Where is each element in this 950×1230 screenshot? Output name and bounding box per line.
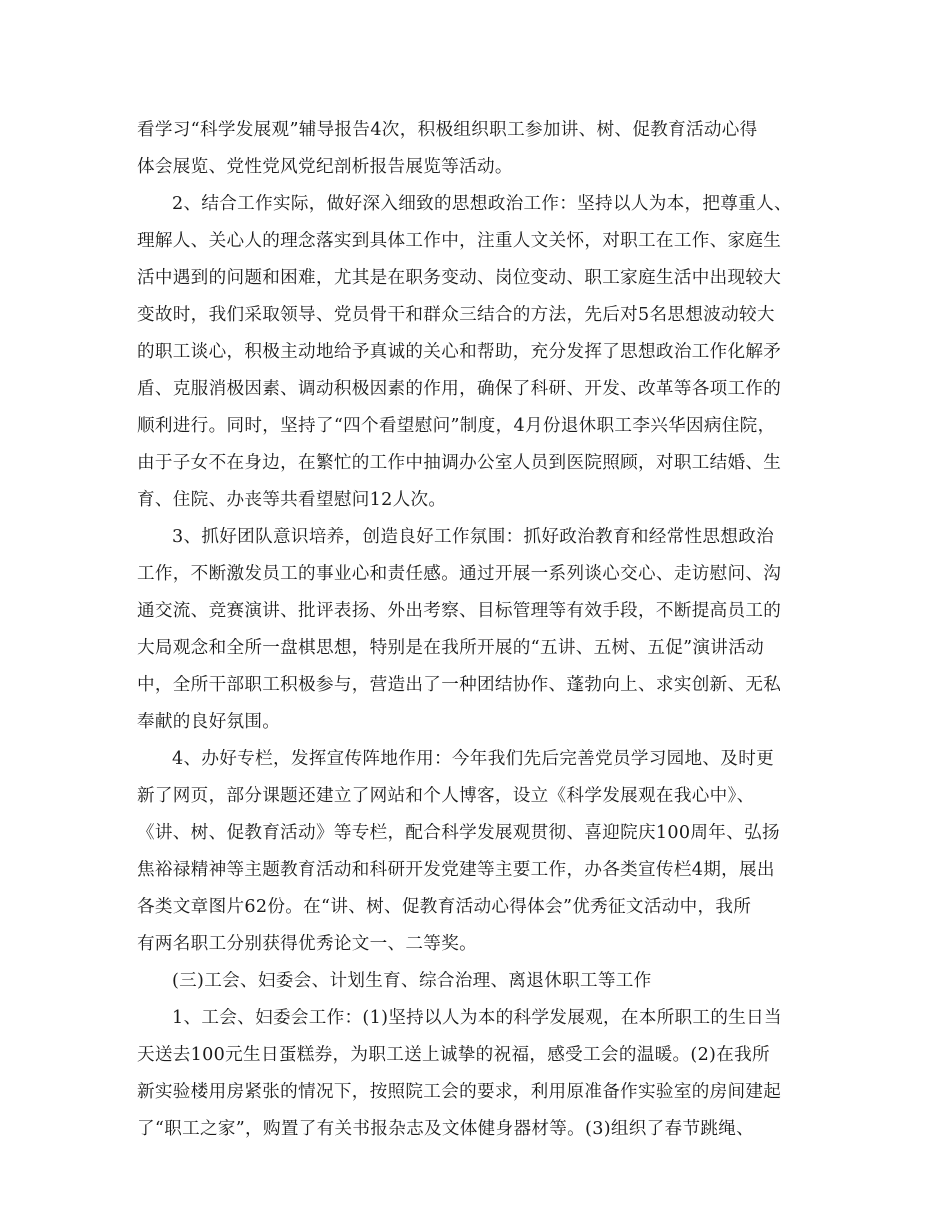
text-line: 通交流、竞赛演讲、批评表扬、外出考察、目标管理等有效手段，不断提高员工的 (137, 601, 782, 621)
text-line: 1、工会、妇委会工作：(1)坚持以人为本的科学发展观，在本所职工的生日当 (172, 1008, 782, 1028)
text-line: 盾、克服消极因素、调动积极因素的作用，确保了科研、开发、改革等各项工作的 (137, 379, 782, 399)
text-line: 中，全所干部职工积极参与，营造出了一种团结协作、蓬勃向上、求实创新、无私 (137, 675, 782, 695)
text-line: 的职工谈心，积极主动地给予真诚的关心和帮助，充分发挥了思想政治工作化解矛 (137, 342, 782, 362)
text-line: 3、抓好团队意识培养，创造良好工作氛围：抓好政治教育和经常性思想政治 (172, 527, 774, 547)
text-line: 理解人、关心人的理念落实到具体工作中，注重人文关怀，对职工在工作、家庭生 (137, 231, 782, 251)
text-line: 新实验楼用房紧张的情况下，按照院工会的要求，利用原准备作实验室的房间建起 (137, 1082, 782, 1102)
text-line: 顺利进行。同时，坚持了“四个看望慰问”制度，4月份退休职工李兴华因病住院， (137, 416, 776, 436)
text-line: 新了网页，部分课题还建立了网站和个人博客，设立《科学发展观在我心中》、 (137, 786, 755, 806)
text-line: 天送去100元生日蛋糕券，为职工送上诚挚的祝福，感受工会的温暖。(2)在我所 (137, 1045, 770, 1065)
text-line: (三)工会、妇委会、计划生育、综合治理、离退休职工等工作 (172, 971, 652, 991)
text-line: 活中遇到的问题和困难，尤其是在职务变动、岗位变动、职工家庭生活中出现较大 (137, 268, 782, 288)
text-line: 育、住院、办丧等共看望慰问12人次。 (137, 490, 447, 510)
document-page (137, 112, 827, 1148)
text-line: 各类文章图片62份。在“讲、树、促教育活动心得体会”优秀征文活动中，我所 (137, 897, 752, 917)
text-line: 有两名职工分别获得优秀论文一、二等奖。 (137, 934, 477, 954)
text-line: 奉献的良好氛围。 (137, 712, 281, 732)
text-line: 由于子女不在身边，在繁忙的工作中抽调办公室人员到医院照顾，对职工结婚、生 (137, 453, 782, 473)
text-line: 看学习“科学发展观”辅导报告4次，积极组织职工参加讲、树、促教育活动心得 (137, 120, 758, 140)
text-line: 体会展览、党性党风党纪剖析报告展览等活动。 (137, 157, 513, 177)
text-line: 变故时，我们采取领导、党员骨干和群众三结合的方法，先后对5名思想波动较大 (137, 305, 775, 325)
text-line: 4、办好专栏，发挥宣传阵地作用：今年我们先后完善党员学习园地、及时更 (172, 749, 774, 769)
text-line: 了“职工之家”，购置了有关书报杂志及文体健身器材等。(3)组织了春节跳绳、 (137, 1119, 755, 1139)
text-line: 工作，不断激发员工的事业心和责任感。通过开展一系列谈心交心、走访慰问、沟 (137, 564, 782, 584)
text-line: 2、结合工作实际，做好深入细致的思想政治工作：坚持以人为本，把尊重人、 (172, 194, 792, 214)
text-line: 大局观念和全所一盘棋思想，特别是在我所开展的“五讲、五树、五促”演讲活动 (137, 638, 764, 658)
text-line: 《讲、树、促教育活动》等专栏，配合科学发展观贯彻、喜迎院庆100周年、弘扬 (137, 823, 780, 843)
text-line: 焦裕禄精神等主题教育活动和科研开发党建等主要工作，办各类宣传栏4期，展出 (137, 860, 775, 880)
